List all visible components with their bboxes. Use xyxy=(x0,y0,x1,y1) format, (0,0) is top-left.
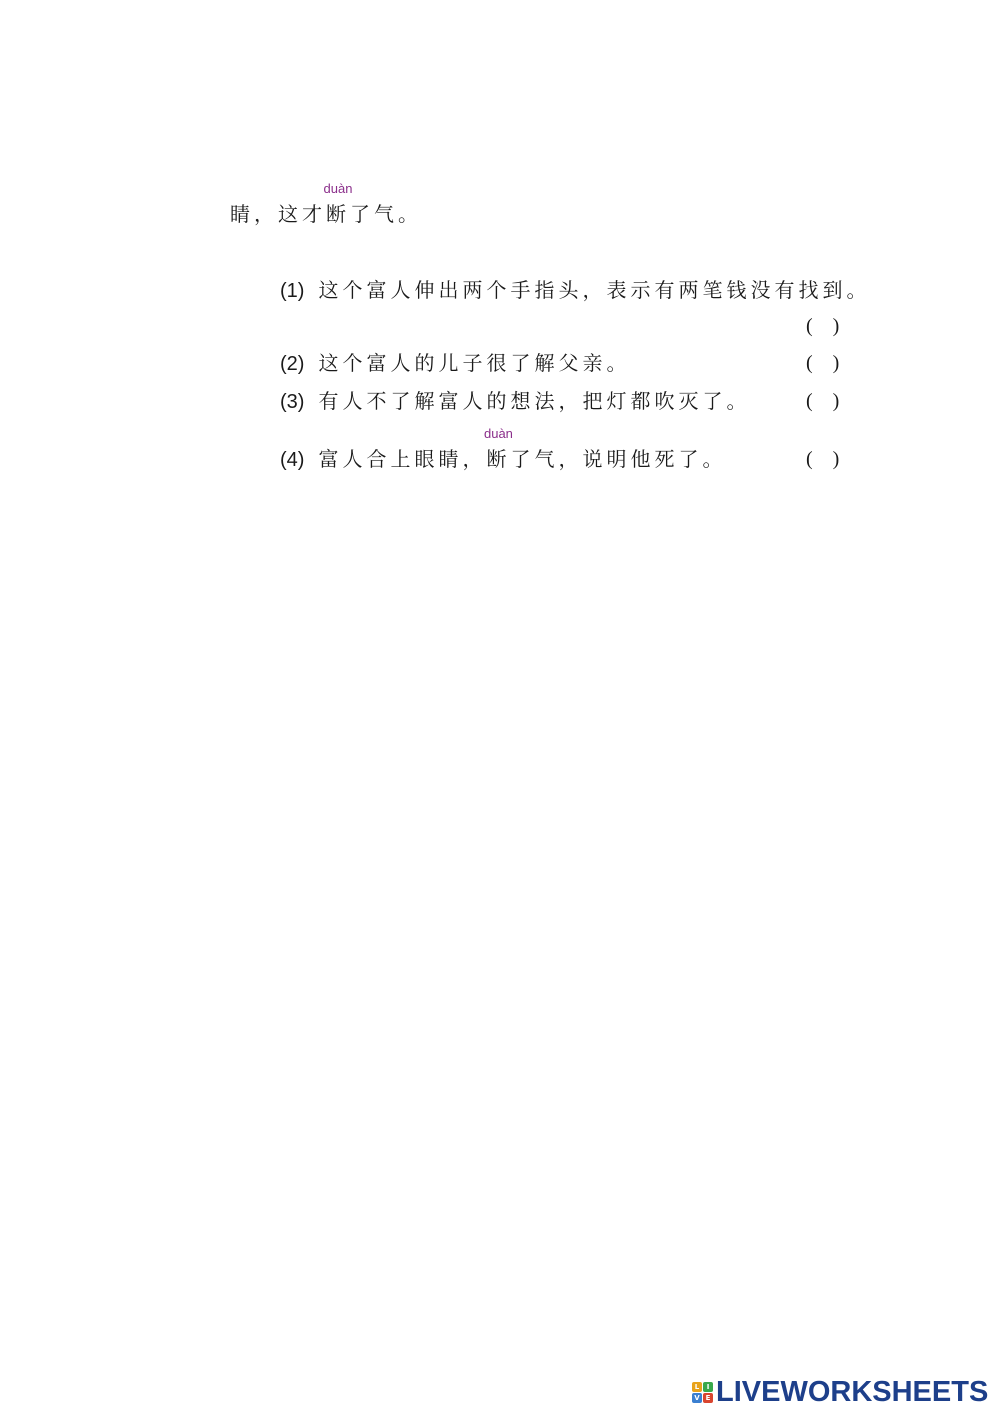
intro-text-after: 了气。 xyxy=(350,202,422,226)
item-number: (1) xyxy=(280,280,305,302)
logo-tile: E xyxy=(703,1393,713,1403)
item-text: 这个富人的儿子很了解父亲。 xyxy=(318,351,631,375)
question-item-1 xyxy=(280,278,870,303)
pinyin-annotation: duàn xyxy=(323,181,353,196)
logo-mark-icon xyxy=(692,1382,713,1403)
answer-blank-2[interactable]: ( ) xyxy=(806,352,840,374)
item-text-after: 了气，说明他死了。 xyxy=(510,447,727,471)
logo-tile: L xyxy=(692,1382,702,1392)
pinyin-annotation: duàn xyxy=(483,426,513,441)
ruby-duan xyxy=(323,181,353,226)
question-item-3 xyxy=(280,389,750,414)
logo-tile: V xyxy=(692,1393,702,1403)
liveworksheets-logo[interactable] xyxy=(692,1377,988,1407)
question-item-4 xyxy=(280,426,727,472)
logo-tile: I xyxy=(703,1382,713,1392)
item-text: 这个富人伸出两个手指头，表示有两笔钱没有找到。 xyxy=(318,278,871,302)
item-number: (3) xyxy=(280,391,305,413)
brand-name: LIVEWORKSHEETS xyxy=(716,1375,989,1408)
answer-blank-3[interactable]: ( ) xyxy=(806,390,840,412)
ruby-char: 断 xyxy=(326,202,350,226)
intro-text-before: 睛，这才 xyxy=(230,202,326,226)
question-item-2 xyxy=(280,351,630,376)
item-number: (2) xyxy=(280,353,305,375)
answer-blank-4[interactable]: ( ) xyxy=(806,448,840,470)
item-number: (4) xyxy=(280,449,305,471)
ruby-duan xyxy=(483,426,513,471)
ruby-char: 断 xyxy=(486,447,511,471)
answer-blank-1[interactable]: ( ) xyxy=(806,315,840,337)
item-text-before: 富人合上眼睛， xyxy=(318,447,487,471)
item-text: 有人不了解富人的想法，把灯都吹灭了。 xyxy=(318,389,751,413)
intro-line xyxy=(230,181,422,226)
